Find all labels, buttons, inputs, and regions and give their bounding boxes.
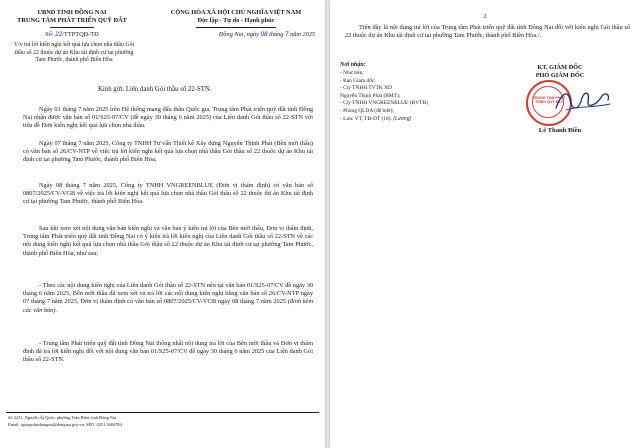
handwritten-signature — [552, 86, 614, 116]
country-name: CỘNG HÒA XÃ HỘI CHỦ NGHĨA VIỆT NAM — [170, 9, 302, 16]
signer-on-behalf: KT. GIÁM ĐỐC — [537, 64, 583, 71]
recipient-item: - Phòng QLDA (để biết); — [340, 107, 394, 114]
recipients-list — [340, 70, 490, 123]
paragraph-1: Ngày 01 tháng 7 năm 2025 trên Hệ thống mạng đấu thầu Quốc gia, Trung tâm Phát triển quỹ đất tỉnh Đồng Nai nhận được văn bản số 01/S25-07/CV (đề ngày 30 tháng 6 năm 2025) của Liên danh Gói thầu số 22-STN với tiêu đề Đơn kiến nghị kết quả lựa chọn nhà thầu. — [23, 106, 313, 130]
agency-name: TRUNG TÂM PHÁT TRIỂN QUỸ ĐẤT — [17, 17, 127, 24]
recipient-item: - Ban Giám đốc; — [340, 77, 376, 84]
motto: Độc lập - Tự do - Hạnh phúc — [197, 17, 275, 24]
bullet-1: - Theo các nội dung kiến nghị của Liên danh Gói thầu số 22-STN nêu tại văn bản 01/S25-07/CV đề ngày 30 tháng 6 năm 2025, Bên mời thầu đã xem xét và trả lời các nội dung kiến nghị bằng văn bản số 26/CV-NTP ngày 07 tháng 7 năm 2025, Đơn vị thẩm định có văn bản số 0807/2025/CV-VGB ngày 08 tháng 7 năm 2025 (đính kèm các văn bản). — [23, 282, 313, 314]
recipient-item: - Cty TNHH TVTK XD — [340, 85, 392, 92]
seal-text: TRUNG TÂM PHÁT TRIỂN QUỸ ĐẤT — [532, 96, 566, 105]
addressee: Kính gửi: Liên danh Gói thầu số 22-STN. — [98, 86, 212, 93]
paragraph-3: Ngày 08 tháng 7 năm 2025, Công ty TNHH VNGREENBLUE (Đơn vị thẩm định) có văn bản số 0807/2025/CV-VGB về việc trả lời kiến nghị kết quả lựa chọn nhà thầu Gói thầu số 22 thuộc dự án Khu tái định cư tại phường Tam Phước, thành phố Biên Hòa. — [23, 182, 313, 206]
clerk-initials: (Lương) — [393, 115, 412, 122]
footer-address: Số 2231, Nguyễn Ái Quốc, phường Trấn Biên, tỉnh Đồng Nai. — [8, 415, 118, 420]
paragraph-4: Sau khi xem xét nội dung văn bản kiến nghị và văn bản ý kiến trả lời của Bên mời thầu, Đơn vị thẩm định, Trung tâm Phát triển quỹ đất tỉnh Đồng Nai có ý kiến trả lời kiến nghị của Liên danh Gói thầu số 22-STN về các nội dung kiến nghị kết quả lựa chọn nhà thầu Gói thầu số 22 thuộc dự án Khu tái định cư tại phường Tam Phước, thành phố Biên Hòa, như sau: — [23, 225, 313, 257]
attachment-note: (đính kèm các văn bản). — [23, 298, 313, 314]
signer-name: Lê Thanh Điền — [538, 127, 582, 134]
document-subject: V/v trả lời kiến nghị kết quả lựa chọn nhà thầu Gói thầu số 22 thuộc dự án Khu tái định cư tại phường Tam Phước, thành phố Biên Hòa — [13, 42, 135, 64]
bullet-2: - Trung tâm Phát triển quỹ đất tỉnh Đồng Nai thống nhất nội dung trả lời của Bên mời thầu và Đơn vị thẩm định đã trả lời kiến nghị đối với nội dung văn bản 01/S25-07/CV đề ngày 30 tháng 6 năm 2025 của Liên danh Gói thầu số 22-STN. — [23, 340, 313, 364]
recipient-item: - Như trên; — [340, 70, 364, 76]
handwritten-number: 22 — [55, 31, 63, 38]
agency-parent: UBND TỈNH ĐỒNG NAI — [37, 9, 107, 16]
closing-paragraph: Trên đây là nội dung trả lời của Trung tâm Phát triển quỹ đất tỉnh Đồng Nai đối với kiến nghị Gói thầu số 22 thuộc dự án Khu tái định cư tại phường Tam Phước, thành phố Biên Hòa./. — [345, 24, 630, 40]
recipient-item: - Lưu: VT, TĐ-DT (18). (Lương) — [340, 115, 412, 122]
signer-title: PHÓ GIÁM ĐỐC — [535, 72, 585, 79]
footer-contact: Email: ttptquydatdongnai@dongnai.gov.vn; SĐT: 0251.3684784 — [8, 422, 122, 427]
document-page-2 — [330, 0, 640, 448]
document-number: Số: 22/TTPTQĐ-TĐ — [45, 31, 99, 38]
recipient-item: - Cty TNHH VNGREENBLUE (ĐVTĐ) — [340, 100, 429, 107]
page-number: 2 — [483, 13, 487, 20]
document-date: Đồng Nai, ngày 08 tháng 7 năm 2025 — [218, 31, 316, 38]
recipients-label: Nơi nhận: — [340, 62, 366, 68]
recipient-item: Nguyễn Thịnh Phát (BMT); — [340, 92, 401, 99]
paragraph-2: Ngày 07 tháng 7 năm 2025, Công ty TNHH Tư vấn Thiết kế Xây dựng Nguyễn Thịnh Phát (Bên mời thầu) có văn bản số 26/CV-NTP về việc trả lời kiến nghị kết quả lựa chọn nhà thầu Gói thầu số 22 thuộc dự án Khu tái định cư tại phường Tam Phước, thành phố Biên Hòa; — [23, 140, 313, 164]
